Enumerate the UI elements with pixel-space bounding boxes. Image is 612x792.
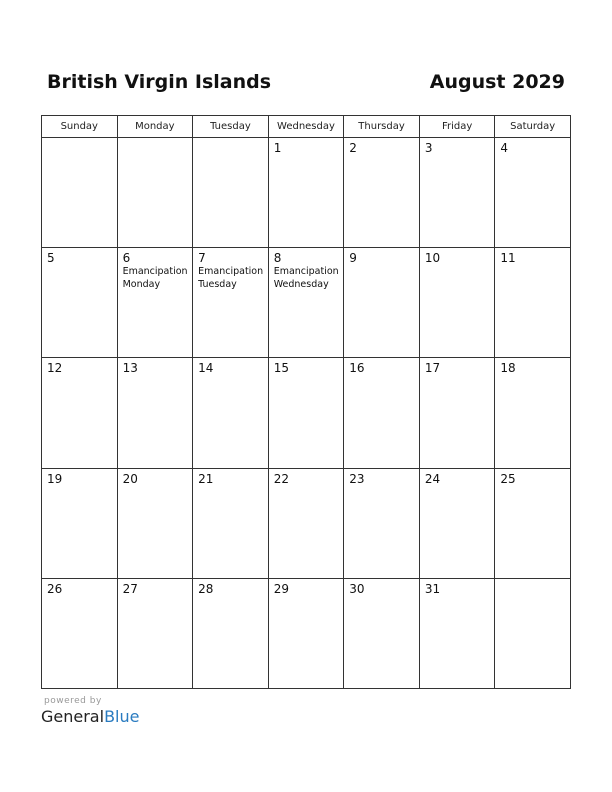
day-number: 27	[122, 581, 138, 596]
month-year-title: August 2029	[429, 71, 565, 93]
day-cell	[117, 358, 193, 468]
day-number: 5	[47, 251, 55, 266]
day-cell	[268, 468, 344, 578]
day-cell	[344, 138, 420, 248]
powered-by-label: powered by	[44, 696, 102, 706]
day-cell	[42, 248, 118, 358]
day-cell	[42, 358, 118, 468]
day-cell	[268, 578, 344, 688]
day-number: 24	[424, 471, 441, 486]
day-cell	[419, 468, 495, 578]
brand-blue-text: Blue	[104, 707, 140, 726]
day-number: 1	[273, 141, 282, 155]
day-cell	[344, 358, 420, 468]
day-cell	[495, 248, 571, 358]
holiday-label: Emancipation Wednesday	[273, 266, 339, 291]
day-number: 28	[198, 581, 214, 596]
day-number: 14	[198, 361, 214, 376]
weekday-friday: Friday	[419, 116, 495, 138]
brand-logo[interactable]	[41, 707, 139, 726]
holiday-label: Emancipation Monday	[122, 266, 188, 291]
brand-general-text: General	[41, 707, 105, 726]
day-cell	[42, 138, 118, 248]
week-row-1	[42, 138, 571, 248]
day-cell	[495, 578, 571, 688]
day-number: 2	[349, 141, 357, 155]
day-number: 19	[47, 471, 63, 486]
day-number: 21	[198, 471, 214, 486]
day-number: 6	[122, 251, 131, 266]
weekday-monday: Monday	[117, 116, 193, 138]
day-cell	[117, 248, 193, 358]
day-number: 9	[349, 251, 357, 266]
day-cell	[419, 358, 495, 468]
day-number: 20	[122, 471, 138, 486]
day-number: 12	[47, 361, 63, 376]
week-row-2	[42, 248, 571, 358]
day-cell	[193, 468, 269, 578]
day-cell	[193, 358, 269, 468]
day-cell	[268, 358, 344, 468]
day-number: 3	[424, 141, 433, 155]
day-cell	[495, 358, 571, 468]
holiday-label: Emancipation Tuesday	[198, 266, 264, 291]
day-number: 10	[424, 251, 441, 266]
weekday-sunday: Sunday	[42, 116, 118, 138]
calendar-grid	[41, 115, 571, 689]
day-number: 25	[500, 471, 516, 486]
day-number: 16	[349, 361, 365, 376]
day-cell	[344, 248, 420, 358]
day-number: 23	[349, 471, 365, 486]
day-number: 7	[198, 251, 206, 266]
day-number: 30	[349, 581, 365, 596]
day-number: 11	[500, 251, 516, 266]
day-cell	[193, 138, 269, 248]
day-cell	[268, 138, 344, 248]
day-cell	[117, 578, 193, 688]
day-number: 15	[273, 361, 289, 376]
week-row-5	[42, 578, 571, 688]
week-row-4	[42, 468, 571, 578]
day-cell	[419, 578, 495, 688]
day-number: 22	[273, 471, 289, 486]
weekday-header-row	[42, 116, 571, 138]
day-number: 17	[424, 361, 441, 376]
footer	[41, 696, 139, 726]
week-row-3	[42, 358, 571, 468]
day-number: 18	[500, 361, 516, 376]
day-number: 4	[500, 141, 509, 155]
day-cell	[193, 578, 269, 688]
day-number: 13	[122, 361, 138, 376]
day-number: 8	[273, 251, 282, 266]
day-number: 29	[273, 581, 289, 596]
day-cell	[117, 138, 193, 248]
day-cell	[495, 138, 571, 248]
day-cell	[419, 138, 495, 248]
day-number: 31	[424, 581, 441, 596]
weekday-tuesday: Tuesday	[193, 116, 269, 138]
day-cell	[117, 468, 193, 578]
day-cell	[344, 468, 420, 578]
country-title: British Virgin Islands	[47, 71, 272, 93]
day-cell	[193, 248, 269, 358]
day-cell	[42, 468, 118, 578]
day-number: 26	[47, 581, 63, 596]
day-cell	[268, 248, 344, 358]
day-cell	[419, 248, 495, 358]
weekday-wednesday: Wednesday	[268, 116, 344, 138]
day-cell	[344, 578, 420, 688]
weekday-saturday: Saturday	[495, 116, 571, 138]
day-cell	[42, 578, 118, 688]
weekday-thursday: Thursday	[344, 116, 420, 138]
day-cell	[495, 468, 571, 578]
